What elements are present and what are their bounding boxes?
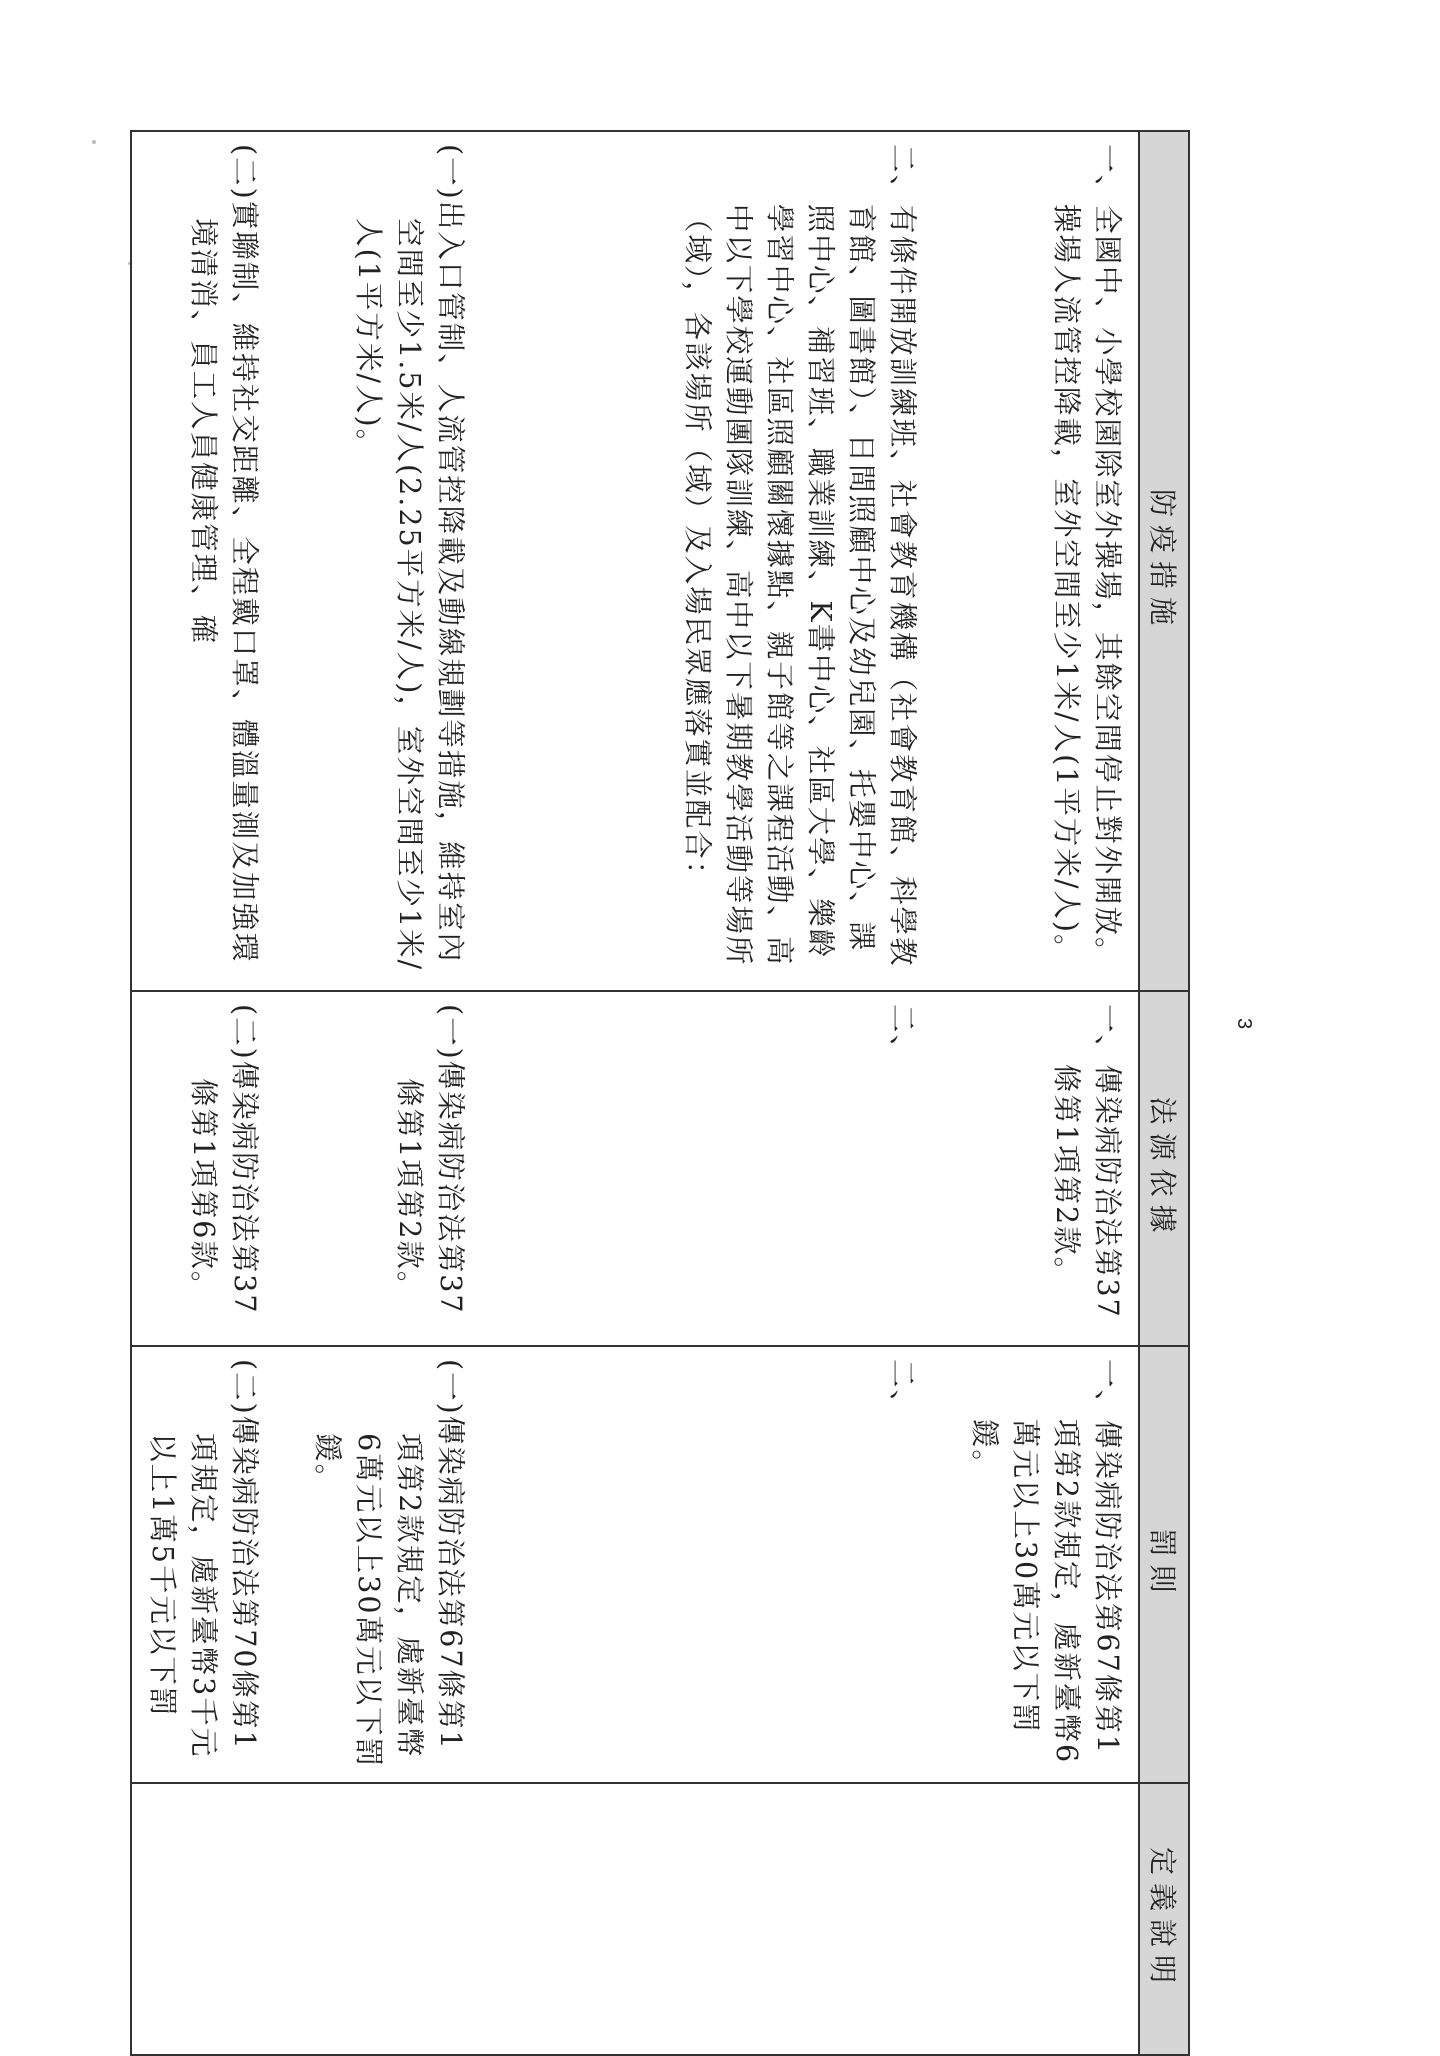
penalty-item-2-2: (二)傳染病防治法第70條第1項規定，處新臺幣3千元以上1萬5千元以下罰 <box>146 1359 261 1759</box>
definition-cell <box>131 1783 1139 2055</box>
scan-speck <box>92 140 96 144</box>
legal-basis-item-2: 二、 <box>886 1004 919 1066</box>
measures-cell <box>131 131 1139 991</box>
header-measures: 防疫措施 <box>1139 131 1189 991</box>
penalty-item-1: 一、傳染病防治法第67條第1項第2款規定，處新臺幣6萬元以上30萬元以下罰鍰。 <box>968 1359 1124 1765</box>
rotated-table-container <box>130 130 1190 2054</box>
legal-basis-item-2-1: (一)傳染病防治法第37條第1項第2款。 <box>393 1004 467 1315</box>
measure-item-1: 一、全國中、小學校園除室外操場，其餘空間停止對外開放。操場人流管控降載，室外空間至少1米/人(1平方米/人)。 <box>1050 144 1124 968</box>
measure-item-2: 二、有條件開放訓練班、社會教育機構（社會教育館、科學教育館、圖書館）、日間照顧中心及幼兒園、托嬰中心、課照中心、補習班、職業訓練、K書中心、社區大學、樂齡學習中心、社區照顧關懷據點、親子館等之課程活動、高中以下學校運動團隊訓練、高中以下暑期教學活動等場所（域），各該場所（域）及入場民眾應落實並配合： <box>681 144 919 968</box>
penalty-item-2: 二、 <box>886 1359 919 1421</box>
regulation-table <box>130 130 1190 2056</box>
table-row <box>131 131 1139 2055</box>
legal-basis-item-2-2: (二)傳染病防治法第37條第1項第6款。 <box>187 1004 261 1315</box>
measure-item-2-1: (一)出入口管制、人流管控降載及動線規劃等措施，維持室內空間至少1.5米/人(2.25平方米/人)，室外空間至少1米/人(1平方米/人)。 <box>352 144 467 972</box>
header-legal-basis: 法源依據 <box>1139 991 1189 1346</box>
legal-basis-item-1: 一、傳染病防治法第37條第1項第2款。 <box>1050 1004 1124 1319</box>
table-header-row <box>1139 131 1189 2055</box>
measure-item-2-2: (二)實聯制、維持社交距離、全程戴口罩、體溫量測及加強環境清消、員工人員健康管理、確 <box>187 144 261 964</box>
penalty-cell <box>131 1346 1139 1783</box>
legal-basis-cell <box>131 991 1139 1346</box>
header-definition: 定義說明 <box>1139 1783 1189 2055</box>
page-number: 3 <box>1233 1017 1256 1030</box>
header-penalty: 罰則 <box>1139 1346 1189 1783</box>
penalty-item-2-1: (一)傳染病防治法第67條第1項第2款規定，處新臺幣6萬元以上30萬元以下罰鍰。 <box>311 1359 467 1768</box>
